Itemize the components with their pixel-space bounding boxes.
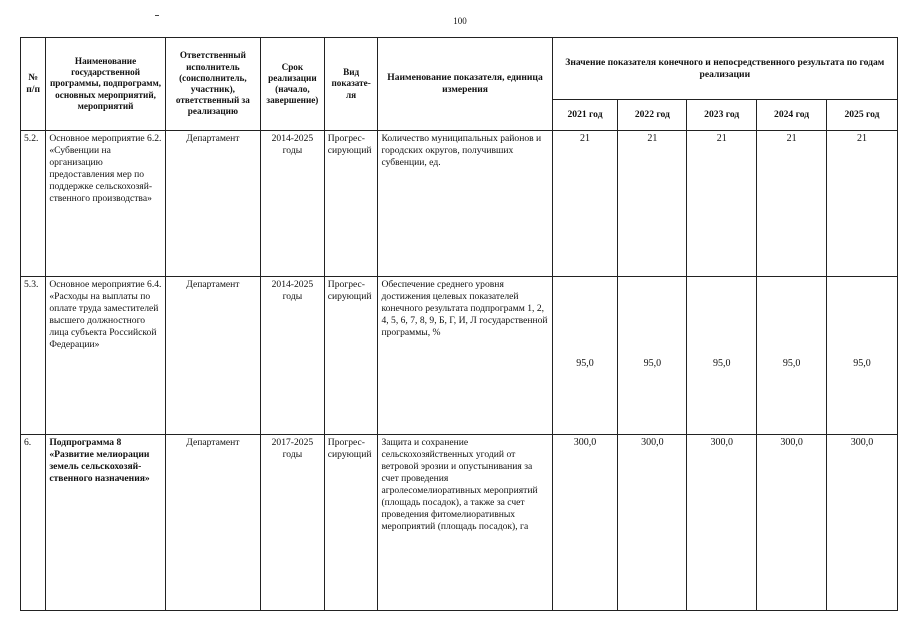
row-name: Подпрограмма 8 «Развитие мелиорации земель сельскохозяй-ственного назначения» xyxy=(46,435,165,611)
row-value-2024: 95,0 xyxy=(757,277,827,435)
row-value-2022: 95,0 xyxy=(618,277,687,435)
row-indicator: Количество муниципальных районов и городских округов, получивших субвенции, ед. xyxy=(378,131,552,277)
header-type: Вид показате-ля xyxy=(324,38,378,131)
page-number: 100 xyxy=(453,16,467,26)
table-row xyxy=(21,131,898,277)
header-indicator: Наименование показателя, единица измерения xyxy=(378,38,552,131)
row-term: 2017-2025 годы xyxy=(260,435,324,611)
header-num: № п/п xyxy=(21,38,46,131)
header-year: 2023 год xyxy=(687,100,757,131)
table-row xyxy=(21,435,898,611)
header-executor: Ответственный исполнитель (соисполнитель, участник), ответственный за реализацию xyxy=(165,38,260,131)
indicators-table xyxy=(20,37,898,611)
row-num: 5.3. xyxy=(21,277,46,435)
row-value-2023: 95,0 xyxy=(687,277,757,435)
row-value-2024: 300,0 xyxy=(757,435,827,611)
row-indicator: Защита и сохранение сельскохозяйственных угодий от ветровой эрозии и опустынивания за счет проведения агролесомелиоративных мероприятий (площадь посадок), а также за счет проведения фитомелиоративных мероприятий (площадь посадок), га xyxy=(378,435,552,611)
row-value-2021: 21 xyxy=(552,131,618,277)
row-value-2025: 21 xyxy=(827,131,898,277)
row-name: Основное мероприятие 6.4. «Расходы на выплаты по оплате труда заместителей высшего должностного лица субъекта Российской Федерации» xyxy=(46,277,165,435)
row-type: Прогрес-сирующий xyxy=(324,277,378,435)
row-executor: Департамент xyxy=(165,435,260,611)
row-indicator: Обеспечение среднего уровня достижения целевых показателей конечного результата подпрограмм 1, 2, 4, 5, 6, 7, 8, 9, Б, Г, И, Л государственной программы, % xyxy=(378,277,552,435)
row-value-2021: 300,0 xyxy=(552,435,618,611)
row-term: 2014-2025 годы xyxy=(260,131,324,277)
row-value-2024: 21 xyxy=(757,131,827,277)
header-name: Наименование государственной программы, подпрограмм, основных мероприятий, мероприятий xyxy=(46,38,165,131)
row-value-2022: 300,0 xyxy=(618,435,687,611)
row-value-2022: 21 xyxy=(618,131,687,277)
header-year: 2024 год xyxy=(757,100,827,131)
header-term: Срок реализации (начало, завершение) xyxy=(260,38,324,131)
row-executor: Департамент xyxy=(165,131,260,277)
header-year: 2022 год xyxy=(618,100,687,131)
header-year: 2021 год xyxy=(552,100,618,131)
scan-mark xyxy=(155,15,159,16)
row-value-2021: 95,0 xyxy=(552,277,618,435)
row-value-2023: 300,0 xyxy=(687,435,757,611)
table-row xyxy=(21,277,898,435)
header-year: 2025 год xyxy=(827,100,898,131)
row-value-2025: 95,0 xyxy=(827,277,898,435)
row-term: 2014-2025 годы xyxy=(260,277,324,435)
row-value-2025: 300,0 xyxy=(827,435,898,611)
row-value-2023: 21 xyxy=(687,131,757,277)
row-num: 6. xyxy=(21,435,46,611)
row-type: Прогрес-сирующий xyxy=(324,131,378,277)
row-num: 5.2. xyxy=(21,131,46,277)
header-values-title: Значение показателя конечного и непосредственного результата по годам реализации xyxy=(552,38,897,100)
row-executor: Департамент xyxy=(165,277,260,435)
row-type: Прогрес-сирующий xyxy=(324,435,378,611)
row-name: Основное мероприятие 6.2. «Субвенции на организацию предоставления мер по поддержке сельскохозяй-ственного производства» xyxy=(46,131,165,277)
